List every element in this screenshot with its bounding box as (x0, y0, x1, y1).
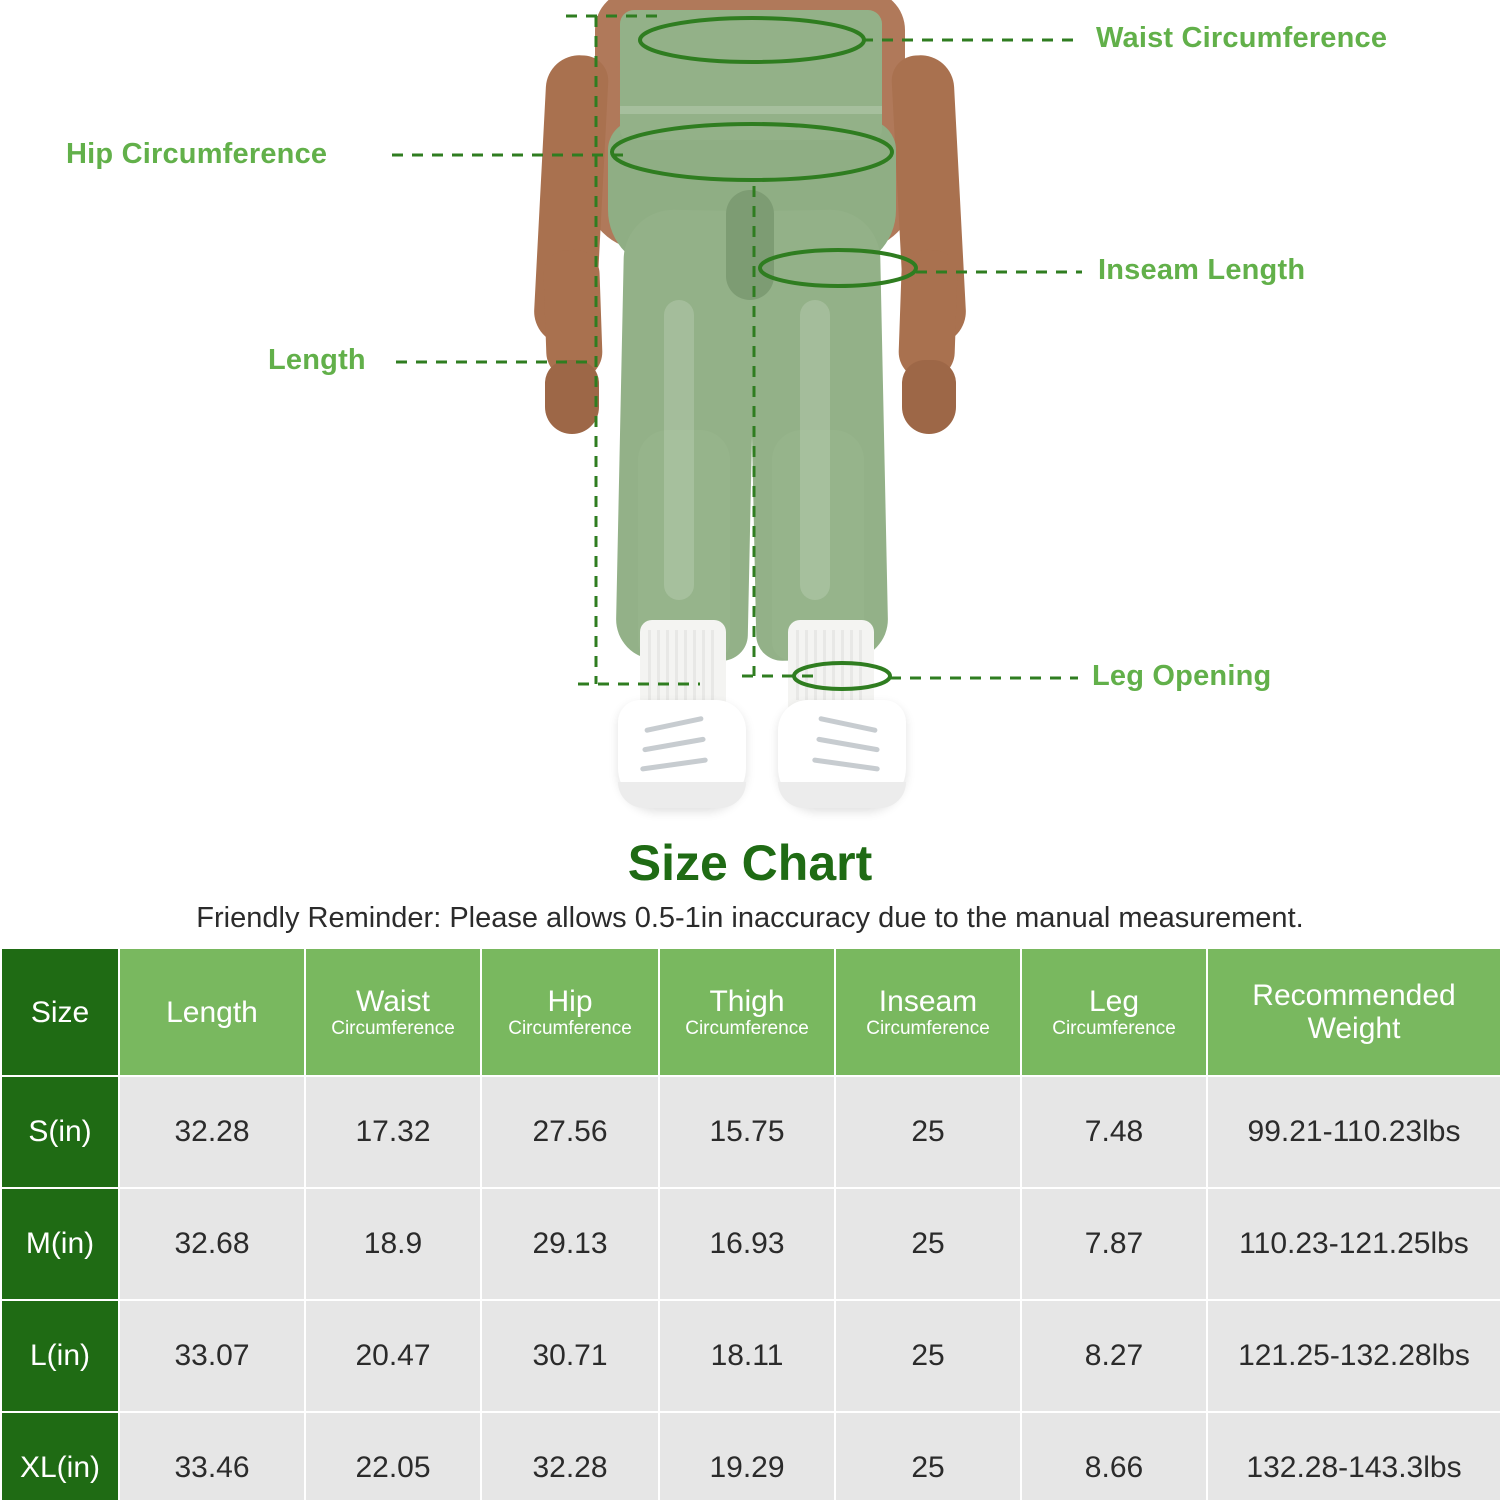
header-recommended-weight: Recommended Weight (1207, 948, 1500, 1076)
header-length: Length (119, 948, 305, 1076)
row-size-label: M(in) (1, 1188, 119, 1300)
cell-length: 32.28 (119, 1076, 305, 1188)
cell-hip: 32.28 (481, 1412, 659, 1500)
inseam-measure-ellipse (760, 250, 916, 286)
cell-leg: 8.66 (1021, 1412, 1207, 1500)
table-row (1, 1188, 1500, 1300)
annotation-leg-opening: Leg Opening (1092, 660, 1272, 692)
size-chart-table (0, 947, 1500, 1500)
cell-waist: 17.32 (305, 1076, 481, 1188)
hip-measure-ellipse (612, 124, 892, 180)
cell-length: 32.68 (119, 1188, 305, 1300)
cell-leg: 8.27 (1021, 1300, 1207, 1412)
annotation-waist-circumference: Waist Circumference (1096, 22, 1388, 54)
cell-length: 33.07 (119, 1300, 305, 1412)
cell-weight: 110.23-121.25lbs (1207, 1188, 1500, 1300)
cell-hip: 29.13 (481, 1188, 659, 1300)
cell-weight: 121.25-132.28lbs (1207, 1300, 1500, 1412)
cell-hip: 30.71 (481, 1300, 659, 1412)
cell-inseam: 25 (835, 1076, 1021, 1188)
header-inseam: Inseam Circumference (835, 948, 1021, 1076)
header-hip: Hip Circumference (481, 948, 659, 1076)
header-waist: Waist Circumference (305, 948, 481, 1076)
header-size: Size (1, 948, 119, 1076)
cell-inseam: 25 (835, 1188, 1021, 1300)
waist-measure-ellipse (640, 18, 864, 62)
table-row (1, 1300, 1500, 1412)
cell-waist: 20.47 (305, 1300, 481, 1412)
cell-waist: 22.05 (305, 1412, 481, 1500)
table-row (1, 1076, 1500, 1188)
cell-thigh: 15.75 (659, 1076, 835, 1188)
annotation-hip-circumference: Hip Circumference (66, 138, 328, 170)
table-header-row (1, 948, 1500, 1076)
size-chart-title: Size Chart (627, 835, 873, 891)
cell-thigh: 16.93 (659, 1188, 835, 1300)
cell-inseam: 25 (835, 1412, 1021, 1500)
cell-thigh: 18.11 (659, 1300, 835, 1412)
table-row (1, 1412, 1500, 1500)
cell-thigh: 19.29 (659, 1412, 835, 1500)
size-chart-section (0, 834, 1500, 1500)
header-thigh: Thigh Circumference (659, 948, 835, 1076)
cell-inseam: 25 (835, 1300, 1021, 1412)
header-leg: Leg Circumference (1021, 948, 1207, 1076)
cell-leg: 7.87 (1021, 1188, 1207, 1300)
cell-leg: 7.48 (1021, 1076, 1207, 1188)
row-size-label: L(in) (1, 1300, 119, 1412)
cell-length: 33.46 (119, 1412, 305, 1500)
size-chart-note: Friendly Reminder: Please allows 0.5-1in inaccuracy due to the manual measurement. (196, 902, 1304, 934)
cell-hip: 27.56 (481, 1076, 659, 1188)
row-size-label: XL(in) (1, 1412, 119, 1500)
annotation-inseam-length: Inseam Length (1098, 254, 1306, 286)
cell-weight: 132.28-143.3lbs (1207, 1412, 1500, 1500)
annotation-length: Length (268, 344, 366, 376)
cell-weight: 99.21-110.23lbs (1207, 1076, 1500, 1188)
row-size-label: S(in) (1, 1076, 119, 1188)
cell-waist: 18.9 (305, 1188, 481, 1300)
